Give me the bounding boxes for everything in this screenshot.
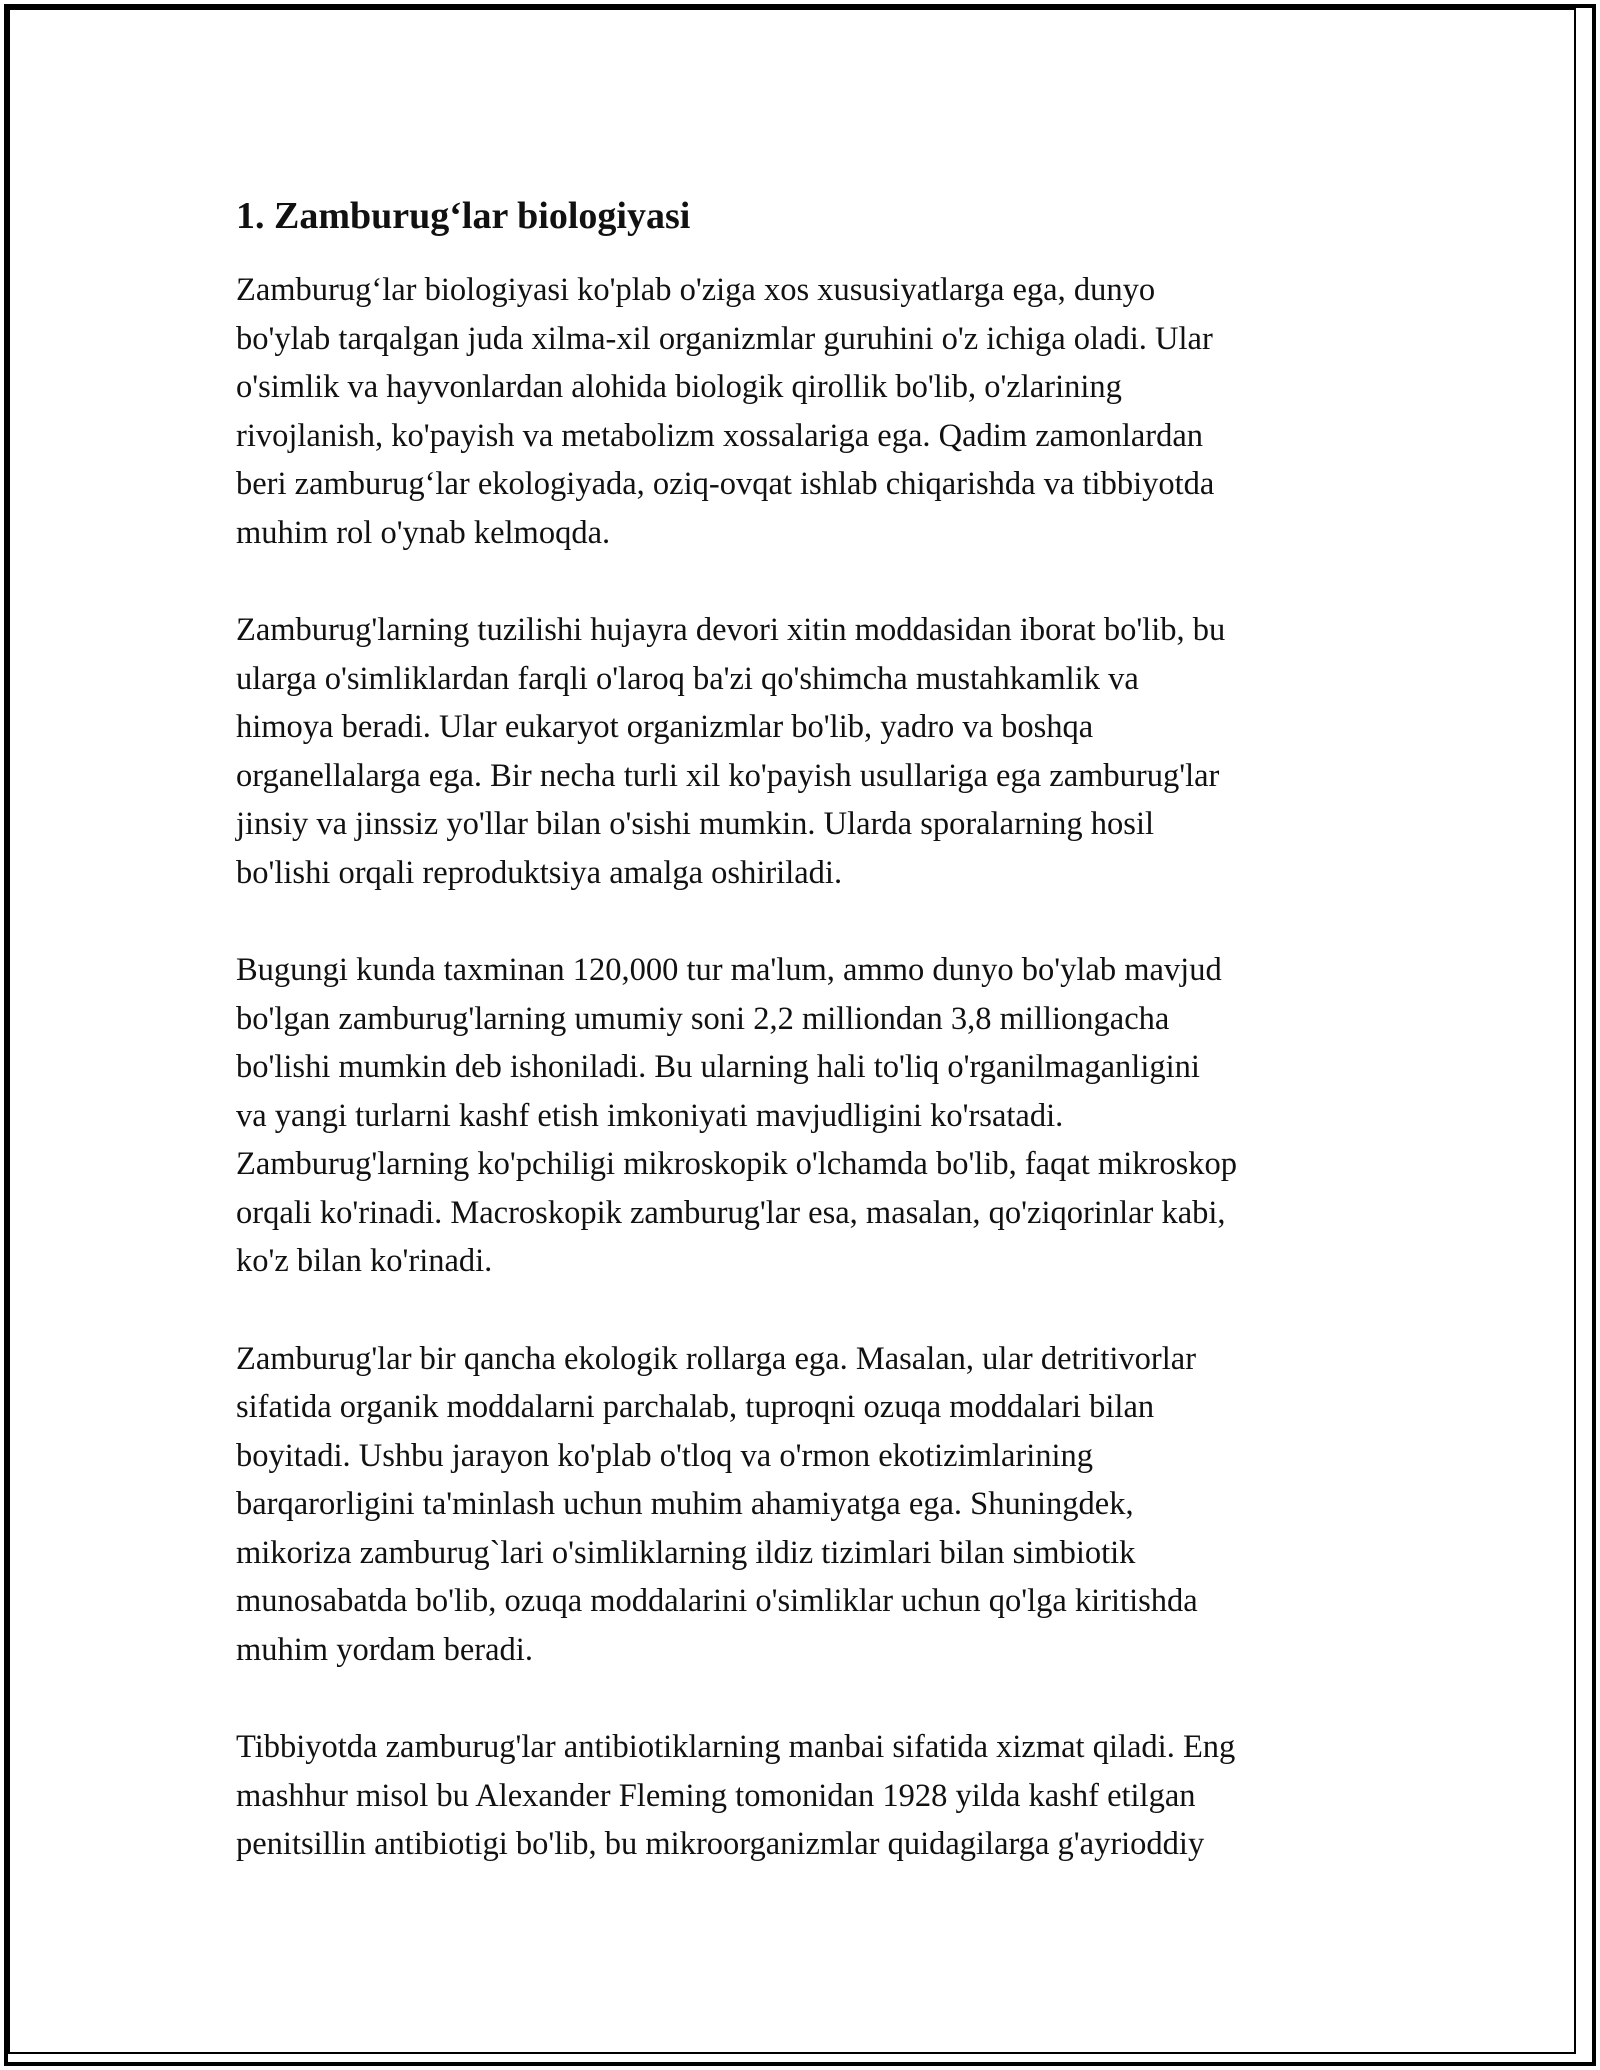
document-body <box>236 186 1376 1918</box>
section-heading: 1. Zamburug‘lar biologiyasi <box>236 195 691 237</box>
paragraph-1: Zamburug‘lar biologiyasi ko'plab o'ziga xos xususiyatlarga ega, dunyo bo'ylab tarqalgan juda xilma-xil organizmlar guruhini o'z ichiga oladi. Ular o'simlik va hayvonlardan alohida biologik qirollik bo'lib, o'zlarining rivojlanish, ko'payish va metabolizm xossalariga ega. Qadim zamonlardan beri zamburug‘lar ekologiyada, oziq-ovqat ishlab chiqarishda va tibbiyotda muhim rol o'ynab kelmoqda. <box>236 272 1215 551</box>
paragraph-4: Zamburug'lar bir qancha ekologik rollarga ega. Masalan, ular detritivorlar sifatida organik moddalarni parchalab, tuproqni ozuqa moddalari bilan boyitadi. Ushbu jarayon ko'plab o'tloq va o'rmon ekotizimlarining barqarorligini ta'minlash uchun muhim ahamiyatga ega. Shuningdek, mikoriza zamburug`lari o'simliklarning ildiz tizimlari bilan simbiotik munosabatda bo'lib, ozuqa moddalarini o'simliklar uchun qo'lga kiritishda muhim yordam beradi. <box>236 1340 1198 1668</box>
paragraph-2: Zamburug'larning tuzilishi hujayra devori xitin moddasidan iborat bo'lib, bu ularga o'simliklardan farqli o'laroq ba'zi qo'shimcha mustahkamlik va himoya beradi. Ular eukaryot organizmlar bo'lib, yadro va boshqa organellalarga ega. Bir necha turli xil ko'payish usullariga ega zamburug'lar jinsiy va jinssiz yo'llar bilan o'sishi mumkin. Ularda sporalarning hosil bo'lishi orqali reproduktsiya amalga oshiriladi. <box>236 612 1226 891</box>
paragraph-5: Tibbiyotda zamburug'lar antibiotiklarning manbai sifatida xizmat qiladi. Eng mashhur misol bu Alexander Fleming tomonidan 1928 yilda kashf etilgan penitsillin antibiotigi bo'lib, bu mikroorganizmlar quidagilarga g'ayrioddiy <box>236 1729 1236 1862</box>
paragraph-3: Bugungi kunda taxminan 120,000 tur ma'lum, ammo dunyo bo'ylab mavjud bo'lgan zamburug'larning umumiy soni 2,2 milliondan 3,8 milliongacha bo'lishi mumkin deb ishoniladi. Bu ularning hali to'liq o'rganilmaganligini va yangi turlarni kashf etish imkoniyati mavjudligini ko'rsatadi. Zamburug'larning ko'pchiligi mikroskopik o'lchamda bo'lib, faqat mikroskop orqali ko'rinadi. Macroskopik zamburug'lar esa, masalan, qo'ziqorinlar kabi, ko'z bilan ko'rinadi. <box>236 952 1237 1279</box>
